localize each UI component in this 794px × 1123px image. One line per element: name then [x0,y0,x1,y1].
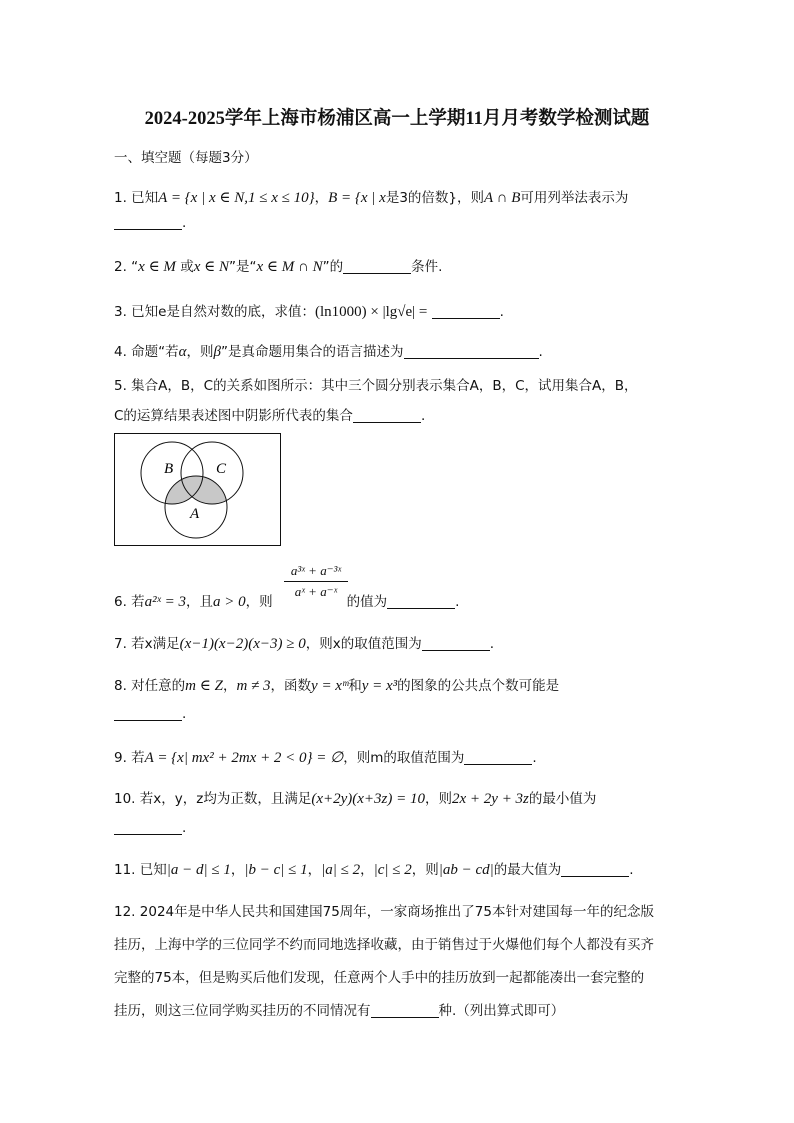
q2-end: 条件. [411,259,443,275]
q10-text1: ，则 [425,791,452,807]
q6-numerator: a³ˣ + a⁻³ˣ [284,563,348,582]
venn-label-b: B [164,461,174,477]
venn-label-c: C [216,461,227,477]
q11-answer-blank[interactable] [561,862,629,877]
question-7 [114,632,494,653]
q11-text1: ，则 [411,862,439,878]
q10-end: . [182,820,187,836]
q11-sep3: ， [360,862,374,878]
q8-number: 8. 对任意的 [114,678,186,694]
q11-cond2: |b − c| ≤ 1 [244,862,308,878]
q4-text: ”是真命题用集合的语言描述为 [221,344,404,360]
question-5-line-2 [114,404,425,424]
q3-answer-blank[interactable] [432,304,500,319]
q8-function1: y = xᵐ [311,678,349,694]
q7-answer-blank[interactable] [422,636,490,651]
q8-end: . [182,706,187,722]
q6-answer-blank[interactable] [387,594,455,609]
q4-end: . [538,344,543,360]
q2-expr3: x ∈ M ∩ N [256,259,323,275]
question-9 [114,746,537,767]
section-heading: 一、填空题（每题3分） [114,150,258,166]
q2-text: ”的 [322,259,344,275]
venn-label-a: A [190,506,200,522]
q10-number: 10. 若x，y，z均为正数，且满足 [114,791,312,807]
q6-end: . [455,594,460,610]
q3-text: 3. 已知e是自然对数的底，求值： [114,304,315,320]
q8-expr2: m ≠ 3 [236,678,271,694]
q5-answer-blank[interactable] [353,408,421,423]
q1-intersection: A ∩ B [484,190,521,206]
page-title: 2024-2025学年上海市杨浦区高一上学期11月月考数学检测试题 [144,109,650,129]
q7-expression: (x−1)(x−2)(x−3) ≥ 0 [179,636,306,652]
q1-number: 1. 已知 [114,190,159,206]
question-1 [114,186,628,207]
q7-end: . [489,636,495,652]
q8-comma: ， [222,678,237,694]
q8-text1: ，函数 [270,678,312,694]
q3-end: . [499,304,504,320]
question-12-line-3: 完整的75本，但是购买后他们发现，任意两个人手中的挂历放到一起都能凑出一套完整的 [114,970,645,986]
q8-text2: 的图象的公共点个数可能是 [397,678,560,694]
q12-text-b: 种.（列出算式即可） [438,1003,565,1019]
q2-or: 或 [180,259,194,275]
q10-text2: 的最小值为 [528,791,597,807]
q1-text3: 可用列举法表示为 [520,190,629,206]
q6-text1: ，且 [186,594,214,610]
q1-set-b: B = {x | x [328,190,386,206]
q2-expr1: x ∈ M [138,259,176,275]
q6-denominator: aˣ + a⁻ˣ [294,584,338,599]
q1-text2: ，则 [457,190,485,206]
q4-alpha: α [178,344,187,360]
q11-sep1: ， [230,862,245,878]
question-10-answer-line [114,820,186,836]
q2-answer-blank[interactable] [343,259,411,274]
q4-beta: β [213,344,222,360]
question-10 [114,787,596,808]
q5-text: C的运算结果表述图中阴影所代表的集合 [114,408,353,424]
q4-mid: ，则 [186,344,214,360]
q11-text2: 的最大值为 [493,862,562,878]
q6-cond2: a > 0 [213,594,246,610]
q2-mid: ”是“ [229,259,257,275]
q1-answer-blank[interactable] [114,215,182,230]
question-4 [114,340,543,361]
q12-text-a: 挂历，则这三位同学购买挂历的不同情况有 [114,1003,371,1019]
q7-number: 7. 若x满足 [114,636,180,652]
q6-fraction [284,563,348,600]
q2-number: 2. “ [114,259,139,275]
q2-expr2: x ∈ N [193,259,230,275]
q6-number: 6. 若 [114,594,145,610]
q1-set-a: A = {x | x ∈ N,1 ≤ x ≤ 10} [158,190,315,206]
q12-answer-blank[interactable] [371,1003,439,1018]
q11-cond3: |a| ≤ 2 [321,862,361,878]
q7-text: ，则x的取值范围为 [305,636,422,652]
q1-end: . [182,215,187,231]
q1-comma: ， [314,190,329,206]
question-5-line-1: 5. 集合A，B，C的关系如图所示：其中三个圆分别表示集合A，B，C，试用集合A，B， [114,378,638,394]
q10-expression: (x+2y)(x+3z) = 10 [311,791,425,807]
q6-text3: 的值为 [346,594,388,610]
q3-expression: (ln1000) × |lg√e| = [314,304,428,320]
q9-number: 9. 若 [114,750,145,766]
question-3 [114,300,504,321]
question-8 [114,674,559,695]
q11-cond4: |c| ≤ 2 [373,862,412,878]
question-12-line-1: 12. 2024年是中华人民共和国建国75周年，一家商场推出了75本针对建国每一年的纪念版 [114,904,654,920]
question-1-answer-line [114,215,186,231]
q8-answer-blank[interactable] [114,706,182,721]
q11-sep2: ， [307,862,322,878]
question-8-answer-line [114,706,186,722]
q8-function2: y = x³ [361,678,398,694]
q4-number: 4. 命题“若 [114,344,179,360]
q10-answer-blank[interactable] [114,820,182,835]
q4-answer-blank[interactable] [404,344,539,359]
q9-end: . [532,750,537,766]
question-12-line-2: 挂历，上海中学的三位同学不约而同地选择收藏，由于销售过于火爆他们每个人都没有买齐 [114,937,654,953]
q11-end: . [629,862,634,878]
q5-end: . [420,408,426,424]
venn-diagram [114,433,282,547]
q9-answer-blank[interactable] [464,750,532,765]
question-12-line-4 [114,999,564,1019]
q11-target: |ab − cd| [438,862,494,878]
q8-expr1: m ∈ Z [185,678,223,694]
q1-text1: 是3的倍数} [385,190,458,206]
q8-and: 和 [348,678,362,694]
q11-number: 11. 已知 [114,862,167,878]
question-2 [114,255,442,276]
q11-cond1: |a − d| ≤ 1 [166,862,231,878]
q9-expression: A = {x| mx² + 2mx + 2 < 0} = ∅ [144,750,344,766]
q9-text: ，则m的取值范围为 [343,750,465,766]
q10-target: 2x + 2y + 3z [452,791,529,807]
q6-text2: ，则 [245,594,273,610]
q6-cond1: a²ˣ = 3 [144,594,187,610]
question-11 [114,858,634,879]
